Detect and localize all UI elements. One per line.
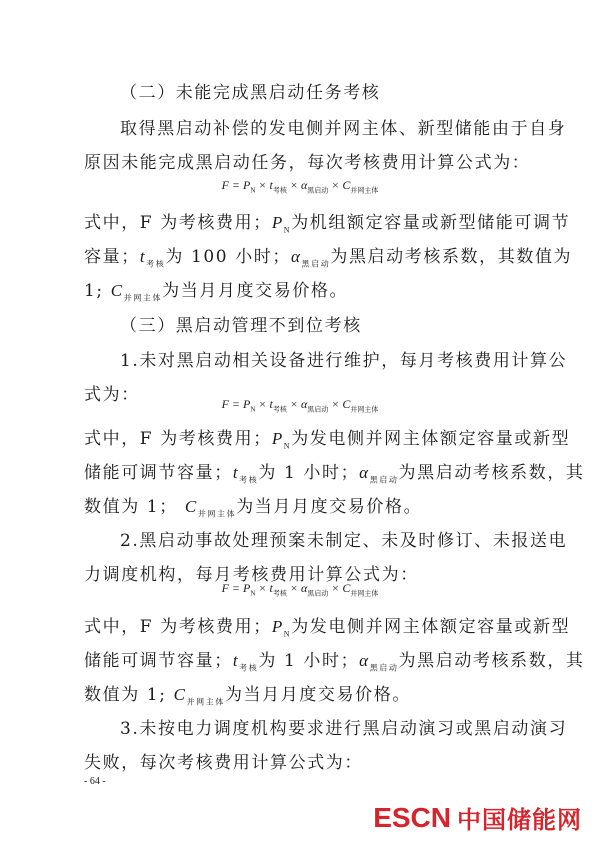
section-2-para-line-1: 取得黑启动补偿的发电侧并网主体、新型储能由于自身 [120,119,567,139]
section-2-note-line-3: 1; $C_{并网主体}$为当月月度交易价格。 [84,281,349,303]
section-2-para-line-2: 原因未能完成黑启动任务，每次考核费用计算公式为： [84,153,531,173]
logo-cn-text: 中国储能网 [457,807,582,834]
item-2-note-line-2: 储能可调节容量；$t_{考核}$为 1 小时；$\alpha_{黑启动}$为黑启动考核系数，其 [84,651,585,673]
item-1-note-line-3: 数值为 1； $C_{并网主体}$为当月月度交易价格。 [84,497,423,519]
item-3-line-2: 失败，每次考核费用计算公式为： [84,753,363,773]
section-3-heading: （三）黑启动管理不到位考核 [120,316,362,336]
escn-watermark-logo [373,800,582,835]
item-2-line-1: 2.黑启动事故处理预案未制定、未及时修订、未报送电 [120,531,568,551]
item-1-note-line-1: 式中，F 为考核费用；$P_N$为发电侧并网主体额定容量或新型 [84,429,571,451]
formula-2: $F = P_N \times t_{考核} \times \alpha_{黑启动} \times C_{并网主体}$ [221,397,379,414]
item-2-note-line-3: 数值为 1; $C_{并网主体}$为当月月度交易价格。 [84,685,411,707]
item-1-line-2: 式为： [84,385,140,405]
page-number: - 64 - [84,776,106,787]
section-2-note-line-2: 容量；$t_{考核}$为 100 小时；$\alpha_{黑启动}$为黑启动考核系数，其数值为 [84,247,573,269]
formula-1: $F = P_N \times t_{考核} \times \alpha_{黑启动} \times C_{并网主体}$ [221,178,379,195]
item-2-line-2: 力调度机构，每月考核费用计算公式为： [84,565,419,585]
item-1-note-line-2: 储能可调节容量；$t_{考核}$为 1 小时；$\alpha_{黑启动}$为黑启动考核系数，其 [84,463,585,485]
section-2-heading: （二）未能完成黑启动任务考核 [120,83,381,103]
section-2-note-line-1: 式中，F 为考核费用；$P_N$为机组额定容量或新型储能可调节 [84,213,571,235]
item-1-line-1: 1.未对黑启动相关设备进行维护，每月考核费用计算公 [120,351,568,371]
item-2-note-line-1: 式中，F 为考核费用；$P_N$为发电侧并网主体额定容量或新型 [84,617,571,639]
item-3-line-1: 3.未按电力调度机构要求进行黑启动演习或黑启动演习 [120,719,568,739]
logo-en-text: ESCN [373,801,451,833]
formula-3: $F = P_N \times t_{考核} \times \alpha_{黑启动} \times C_{并网主体}$ [221,581,379,598]
